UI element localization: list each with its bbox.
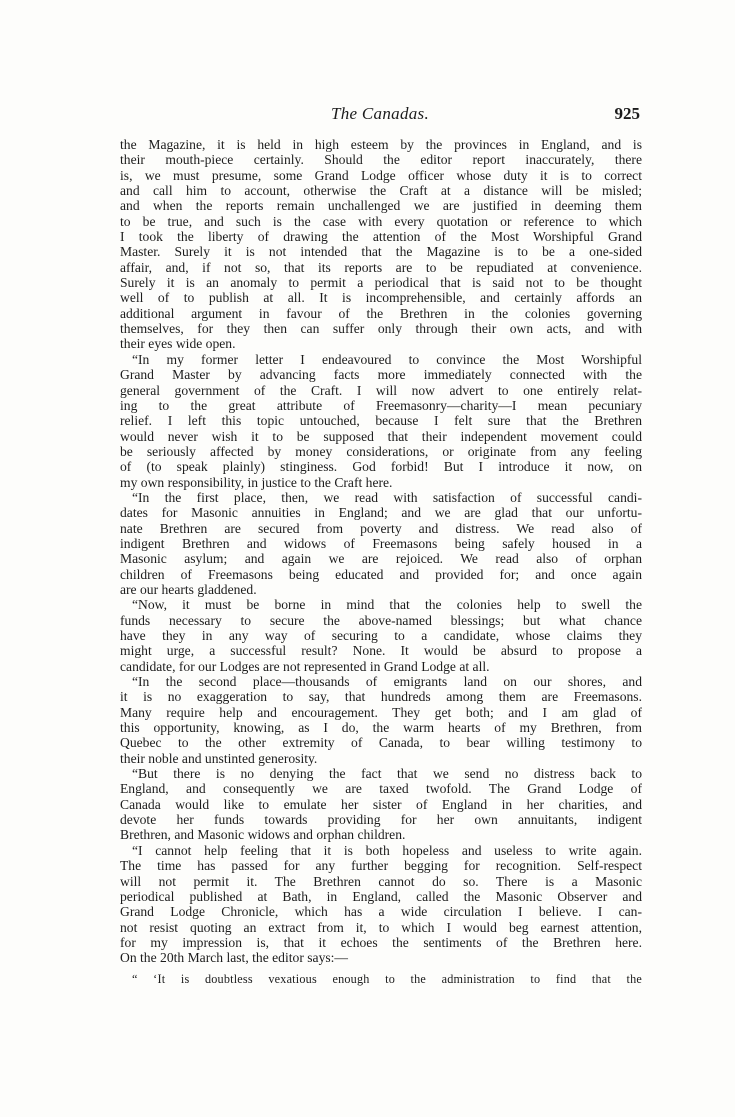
text-line: well of to publish at all. It is incomprehensible, and certainly affords an: [120, 290, 642, 306]
running-head: [120, 104, 640, 126]
text-line: it is no exaggeration to say, that hundreds among them are Freemasons.: [120, 689, 642, 705]
text-line: be seriously affected by money considerations, or originate from any feeling: [120, 443, 642, 459]
text-line: candidate, for our Lodges are not represented in Grand Lodge at all.: [120, 658, 490, 674]
text-line: “In the second place—thousands of emigrants land on our shores, and: [132, 674, 642, 690]
body-text: [120, 137, 642, 987]
text-line: relief. I left this topic untouched, because I felt sure that the Brethren: [120, 413, 642, 429]
text-line: to be true, and such is the case with every quotation or reference to which: [120, 213, 642, 229]
text-line: for my impression is, that it echoes the sentiments of the Brethren here.: [120, 934, 642, 950]
text-line: their eyes wide open.: [120, 336, 236, 352]
text-line: “In the first place, then, we read with satisfaction of successful candi-: [132, 489, 642, 505]
text-line: their noble and unstinted generosity.: [120, 750, 318, 766]
text-line: Canada would like to emulate her sister of England in her charities, and: [120, 796, 642, 812]
text-line: “But there is no denying the fact that we send no distress back to: [132, 766, 642, 782]
text-line: “ ‘It is doubtless vexatious enough to the administration to find that the: [132, 971, 642, 986]
text-line: Surely it is an anomaly to permit a periodical that is said not to be thought: [120, 275, 642, 291]
text-line: have they in any way of securing to a candidate, whose claims they: [120, 628, 642, 643]
text-line: are our hearts gladdened.: [120, 581, 257, 597]
text-line: “In my former letter I endeavoured to convince the Most Worshipful: [132, 351, 642, 367]
text-line: Grand Lodge Chronicle, which has a wide circulation I believe. I can-: [120, 904, 642, 920]
text-line: will not permit it. The Brethren cannot do so. There is a Masonic: [120, 873, 642, 889]
text-line: indigent Brethren and widows of Freemasons being safely housed in a: [120, 535, 642, 551]
running-title: The Canadas.: [330, 104, 430, 123]
text-line: The time has passed for any further begging for recognition. Self-respect: [120, 858, 642, 874]
text-line: periodical published at Bath, in England, called the Masonic Observer and: [120, 888, 642, 904]
text-line: Brethren, and Masonic widows and orphan children.: [120, 827, 406, 843]
text-line: Quebec to the other extremity of Canada, to bear willing testimony to: [120, 735, 642, 751]
text-line: might urge, a successful result? None. It would be absurd to propose a: [120, 643, 642, 659]
text-line: ing to the great attribute of Freemasonry—charity—I mean pecuniary: [120, 397, 642, 413]
text-line: general government of the Craft. I will now advert to one entirely relat-: [120, 382, 642, 398]
text-line: and when the reports remain unchallenged we are justified in deeming them: [120, 198, 642, 214]
text-line: is, we must presume, some Grand Lodge officer whose duty it is to correct: [120, 167, 642, 183]
text-line: dates for Masonic annuities in England; and we are glad that our unfortu-: [120, 505, 642, 521]
text-line: nate Brethren are secured from poverty and distress. We read also of: [120, 520, 642, 536]
page-number: 925: [614, 104, 640, 123]
text-line: children of Freemasons being educated and provided for; and once again: [120, 566, 642, 582]
text-line: the Magazine, it is held in high esteem by the provinces in England, and is: [120, 137, 642, 152]
text-line: funds necessary to secure the above-named blessings; but what chance: [120, 612, 642, 628]
text-line: On the 20th March last, the editor says:—: [120, 950, 349, 966]
text-line: this opportunity, knowing, as I do, the warm hearts of my Brethren, from: [120, 720, 642, 736]
text-line: and call him to account, otherwise the Craft at a distance will be misled;: [120, 183, 642, 199]
text-line: “I cannot help feeling that it is both hopeless and useless to write again.: [132, 842, 642, 858]
text-line: Master. Surely it is not intended that the Magazine is to be a one-sided: [120, 244, 642, 260]
text-line: affair, and, if not so, that its reports are to be repudiated at convenience.: [120, 259, 642, 275]
text-line: I took the liberty of drawing the attention of the Most Worshipful Grand: [120, 229, 642, 245]
text-line: Many require help and encouragement. They get both; and I am glad of: [120, 704, 642, 720]
text-line: England, and consequently we are taxed twofold. The Grand Lodge of: [120, 781, 642, 797]
text-line: not resist quoting an extract from it, to which I would beg earnest attention,: [120, 919, 642, 935]
text-line: “Now, it must be borne in mind that the colonies help to swell the: [132, 597, 642, 613]
text-line: of (to speak plainly) stinginess. God forbid! But I introduce it now, on: [120, 459, 642, 475]
text-line: Grand Master by advancing facts more immediately connected with the: [120, 367, 642, 383]
text-line: my own responsibility, in justice to the Craft here.: [120, 474, 393, 490]
text-line: additional argument in favour of the Brethren in the colonies governing: [120, 305, 642, 321]
text-line: devote her funds towards providing for her own annuitants, indigent: [120, 812, 642, 828]
text-line: their mouth-piece certainly. Should the editor report inaccurately, there: [120, 152, 642, 168]
text-line: Masonic asylum; and again we are rejoiced. We read also of orphan: [120, 551, 642, 567]
text-line: would never wish it to be supposed that their independent movement could: [120, 428, 642, 444]
text-line: themselves, for they then can suffer only through their own acts, and with: [120, 321, 642, 337]
